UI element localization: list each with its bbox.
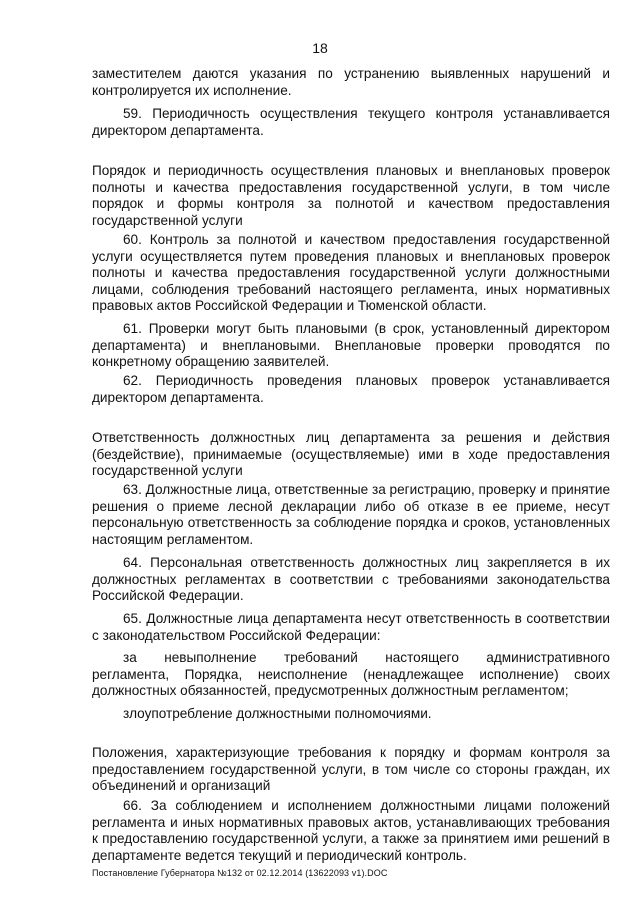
list-item-nonfulfillment (92, 650, 610, 700)
document-footer: Постановление Губернатора №132 от 02.12.2014 (13622093 v1).DOC (92, 868, 388, 878)
paragraph-66: 66. За соблюдением и исполнением должностными лицами положений регламента и иных нормативных правовых актов, устанавливающих требования к предоставлению государственной услуги, а также за принятием ими решений в департаменте ведется текущий и периодический контроль. (92, 798, 610, 863)
paragraph-62: 62. Периодичность проведения плановых проверок устанавливается директором департамента. (92, 373, 610, 405)
paragraph-60: 60. Контроль за полнотой и качеством предоставления государственной услуги осуществляется путем проведения плановых и внеплановых проверок полноты и качества предоставления государственной услуги должностными лицами, соблюдения требований настоящего регламента, иных нормативных правовых актов Российской Федерации и Тюменской области. (92, 232, 610, 314)
section-heading-control-requirements: Положения, характеризующие требования к порядку и формам контроля за предоставлением государственной услуги, в том числе со стороны граждан, их объединений и организаций (92, 745, 610, 794)
section-heading-checks: Порядок и периодичность осуществления плановых и внеплановых проверок полноты и качества предоставления государственной услуги, в том числе порядок и формы контроля за полнотой и качеством предоставления государственной услуги (92, 163, 610, 228)
list-item-abuse: злоупотребление должностными полномочиями. (123, 706, 432, 721)
paragraph-59: 59. Периодичность осуществления текущего контроля устанавливается директором департамента. (92, 106, 610, 138)
list-item-nonfulfillment-first-line: за невыполнение требований настоящего административного (123, 650, 610, 665)
section-heading-responsibility: Ответственность должностных лиц департамента за решения и действия (бездействие), принимаемые (осуществляемые) ими в ходе предоставления государственной услуги (92, 430, 610, 479)
list-item-nonfulfillment-rest: регламента, Порядка, неисполнение (ненадлежащее исполнение) своих должностных обязанностей, предусмотренных должностным регламентом; (92, 666, 610, 699)
paragraph-61: 61. Проверки могут быть плановыми (в срок, установленный директором департамента) и внеплановыми. Внеплановые проверки проводятся по конкретному обращению заявителей. (92, 321, 610, 370)
paragraph-continuation: заместителем даются указания по устранению выявленных нарушений и контролируется их исполнение. (92, 66, 610, 98)
page-number: 18 (312, 40, 328, 56)
paragraph-64: 64. Персональная ответственность должностных лиц закрепляется в их должностных регламентах в соответствии с требованиями законодательства Российской Федерации. (92, 555, 610, 604)
paragraph-63: 63. Должностные лица, ответственные за регистрацию, проверку и принятие решения о приеме лесной декларации либо об отказе в ее приеме, несут персональную ответственность за соблюдение порядка и сроков, установленных настоящим регламентом. (92, 482, 610, 547)
paragraph-65: 65. Должностные лица департамента несут ответственность в соответствии с законодательством Российской Федерации: (92, 611, 610, 643)
